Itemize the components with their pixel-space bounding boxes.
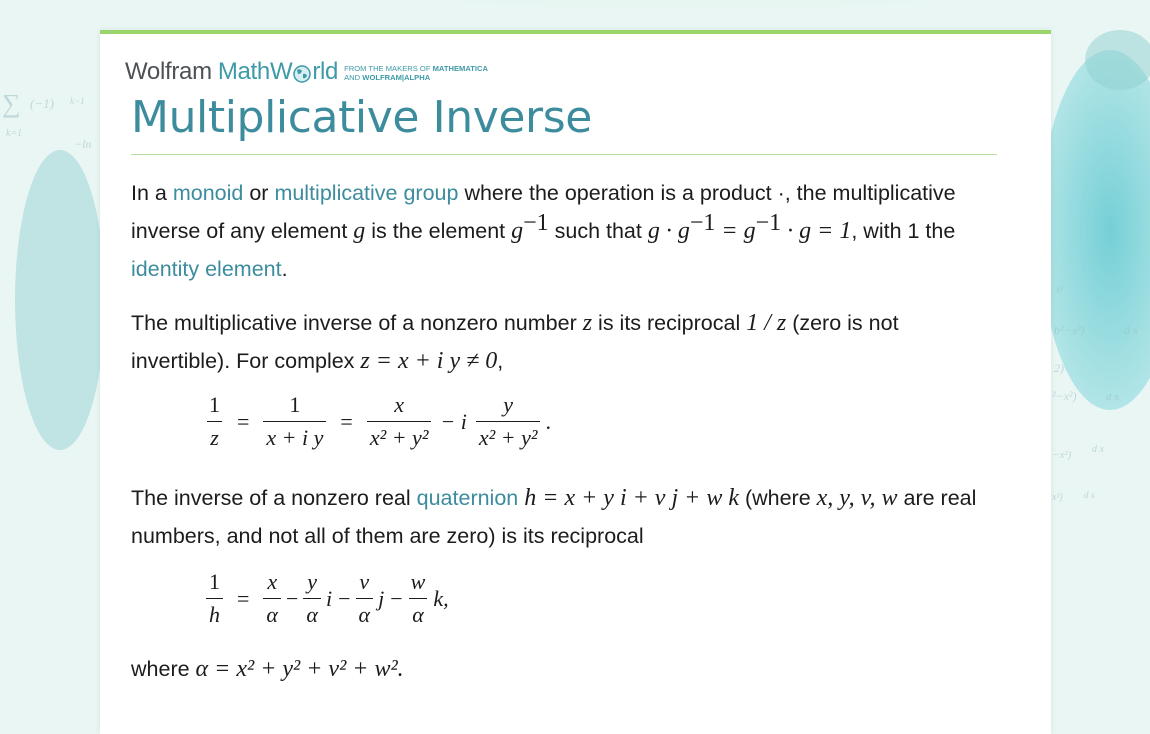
svg-text:d x: d x <box>1092 444 1104 455</box>
paragraph-reciprocal: The multiplicative inverse of a nonzero number z is its reciprocal 1 / z (zero is not invertible). For complex z = x + i y ≠ 0, <box>131 310 899 374</box>
link-identity-element[interactable]: identity element <box>131 257 282 281</box>
globe-icon <box>293 65 311 83</box>
paragraph-definition: In a monoid or multiplicative group where the operation is a product ·, the multiplicative inverse of any element g is the element $g^{-1}$ such that $g \cdot g^{-1} = g^{-1} \cdot g = 1$, with 1 the identity element. <box>131 181 956 281</box>
page-title: Multiplicative Inverse <box>131 92 592 143</box>
svg-text:²−x²): ²−x²) <box>1052 389 1077 403</box>
svg-text:2): 2) <box>1054 361 1064 375</box>
logo-tagline: FROM THE MAKERS OF MATHEMATICA AND WOLFRAM|ALPHA <box>344 64 488 82</box>
svg-text:k=1: k=1 <box>6 128 23 139</box>
logo-mathworld-text: MathW rld <box>217 58 339 85</box>
equation-complex-inverse: $\frac{1}{z}$ = $\frac{1}{\text{x + i y}}$ = $\frac{x}{\text{x² + y²}}$ − i $\frac{y}{\text{x² + y²}}$ . <box>209 392 551 450</box>
article-card <box>100 30 1051 734</box>
svg-text:d x: d x <box>1084 490 1095 500</box>
svg-text:k−1: k−1 <box>70 96 85 106</box>
paragraph-alpha: where α = x² + y² + v² + w². <box>131 656 404 682</box>
equation-quaternion-inverse: $\frac{1}{h}$ = $\frac{x}{\alpha}$ − $\frac{y}{\alpha}$ i − $\frac{v}{\alpha}$ j − $\frac{w}{\alpha}$ k, <box>201 569 1001 628</box>
svg-text:d x: d x <box>1106 391 1120 403</box>
svg-text:−ln: −ln <box>74 137 92 151</box>
svg-text:x²): x²) <box>1052 492 1063 503</box>
title-divider <box>131 154 997 155</box>
svg-text:d x: d x <box>1124 323 1139 337</box>
svg-text:x²: x² <box>1056 284 1064 295</box>
article-body <box>131 174 1001 688</box>
link-quaternion[interactable]: quaternion <box>416 486 519 510</box>
link-monoid[interactable]: monoid <box>172 181 244 205</box>
svg-text:b²−x²): b²−x²) <box>1054 323 1085 337</box>
site-logo[interactable] <box>125 58 488 86</box>
svg-text:(−1): (−1) <box>30 96 54 111</box>
link-multiplicative-group[interactable]: multiplicative group <box>274 181 459 205</box>
svg-text:−x²): −x²) <box>1052 449 1072 461</box>
paragraph-quaternion: The inverse of a nonzero real quaternion h = x + y i + v j + w k (where x, y, v, w are real numbers, and not all of them are zero) is its reciprocal <box>131 485 977 548</box>
svg-text:∑: ∑ <box>2 89 21 118</box>
logo-wolfram-text: Wolfram <box>125 58 212 85</box>
